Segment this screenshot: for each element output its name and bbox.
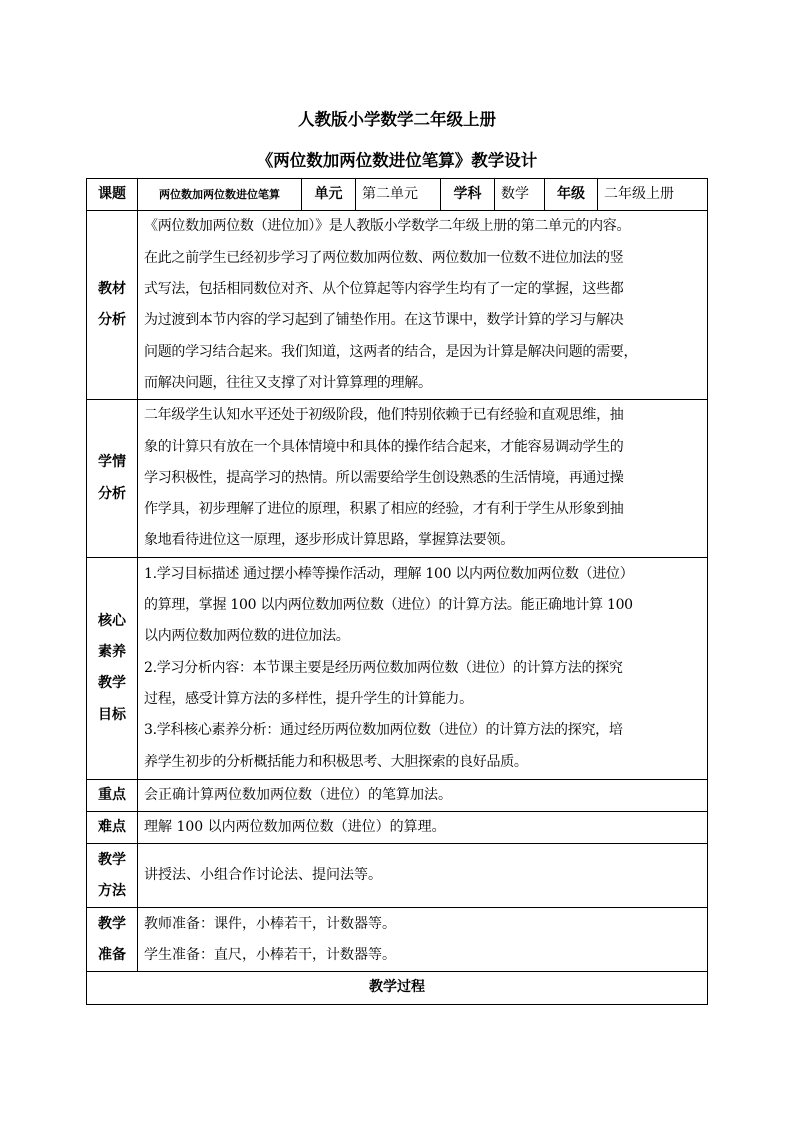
students-label-line: 学情 <box>98 454 126 471</box>
material-line: 问题的学习结合起来。我们知道，这两者的结合，是因为计算是解决问题的需要， <box>144 343 638 360</box>
goals-label <box>87 557 138 779</box>
preparation-label-line: 准备 <box>98 946 126 963</box>
subject-value: 数学 <box>495 179 545 211</box>
topic-value: 两位数加两位数进位笔算 <box>138 179 302 211</box>
students-line: 象的计算只有放在一个具体情境中和具体的操作结合起来，才能容易调动学生的 <box>144 438 624 455</box>
difficulty-row <box>87 812 708 844</box>
goals-label-line: 教学 <box>98 675 126 692</box>
process-header-row <box>87 972 708 1004</box>
material-line: 《两位数加两位数（进位加）》是人教版小学数学二年级上册的第二单元的内容。 <box>144 218 631 235</box>
material-content <box>138 211 708 400</box>
method-label <box>87 844 138 908</box>
process-header: 教学过程 <box>87 972 708 1004</box>
method-label-line: 教学 <box>98 851 126 868</box>
preparation-content <box>138 908 708 972</box>
material-label <box>87 211 138 400</box>
difficulty-text: 理解 100 以内两位数加两位数（进位）的算理。 <box>138 812 708 844</box>
lesson-plan-table <box>86 178 708 1005</box>
method-row <box>87 844 708 908</box>
material-line: 在此之前学生已经初步学习了两位数加两位数、两位数加一位数不进位加法的竖 <box>144 249 624 266</box>
key-point-label: 重点 <box>87 779 138 811</box>
preparation-row <box>87 908 708 972</box>
material-label-line: 教材 <box>98 281 126 297</box>
goals-line: 1.学习目标描述 通过摆小棒等操作活动，理解 100 以内两位数加两位数（进位） <box>144 565 634 582</box>
students-line: 作学具，初步理解了进位的原理，积累了相应的经验，才有利于学生从形象到抽 <box>144 501 624 518</box>
goals-line: 的算理，掌握 100 以内两位数加两位数（进位）的计算方法。能正确地计算 100 <box>144 597 633 614</box>
preparation-teacher: 教师准备：课件，小棒若干，计数器等。 <box>144 915 396 932</box>
preparation-student: 学生准备：直尺，小棒若干，计数器等。 <box>144 946 396 963</box>
document-subtitle: 《两位数加两位数进位笔算》教学设计 <box>256 151 538 170</box>
document-title: 人教版小学数学二年级上册 <box>298 110 496 129</box>
goals-label-line: 目标 <box>98 706 126 723</box>
students-label <box>87 400 138 557</box>
grade-label: 年级 <box>545 179 598 211</box>
goals-line: 过程，感受计算方法的多样性，提升学生的计算能力。 <box>144 690 473 707</box>
students-content <box>138 400 708 557</box>
info-row <box>87 179 708 211</box>
goals-line: 养学生初步的分析概括能力和积极思考、大胆探索的良好品质。 <box>144 753 528 770</box>
preparation-label <box>87 908 138 972</box>
material-label-line: 分析 <box>98 312 126 329</box>
key-point-row <box>87 779 708 811</box>
key-point-text: 会正确计算两位数加两位数（进位）的笔算加法。 <box>138 779 708 811</box>
goals-label-line: 核心 <box>98 612 126 629</box>
goals-line: 2.学习分析内容：本节课主要是经历两位数加两位数（进位）的计算方法的探究 <box>144 659 623 676</box>
material-line: 式写法，包括相同数位对齐、从个位算起等内容学生均有了一定的掌握，这些都 <box>144 281 624 297</box>
material-line: 而解决问题，往往又支撑了对计算算理的理解。 <box>144 374 432 391</box>
method-text: 讲授法、小组合作讨论法、提问法等。 <box>138 844 708 908</box>
subject-label: 学科 <box>441 179 495 211</box>
material-row <box>87 211 708 400</box>
goals-row <box>87 557 708 779</box>
goals-content <box>138 557 708 779</box>
unit-value: 第二单元 <box>356 179 441 211</box>
goals-line: 以内两位数加两位数的进位加法。 <box>144 628 350 645</box>
topic-label: 课题 <box>87 179 138 211</box>
grade-value: 二年级上册 <box>598 179 708 211</box>
goals-line: 3.学科核心素养分析：通过经历两位数加两位数（进位）的计算方法的探究，培 <box>144 722 623 739</box>
preparation-label-line: 教学 <box>98 915 126 932</box>
difficulty-label: 难点 <box>87 812 138 844</box>
unit-label: 单元 <box>302 179 356 211</box>
students-line: 象地看待进位这一原理，逐步形成计算思路，掌握算法要领。 <box>144 532 514 549</box>
students-line: 二年级学生认知水平还处于初级阶段，他们特别依赖于已有经验和直观思维，抽 <box>144 407 624 424</box>
material-line: 为过渡到本节内容的学习起到了铺垫作用。在这节课中，数学计算的学习与解决 <box>144 312 624 329</box>
students-row <box>87 400 708 557</box>
students-label-line: 分析 <box>98 485 126 502</box>
method-label-line: 方法 <box>98 882 126 899</box>
goals-label-line: 素养 <box>98 643 126 660</box>
students-line: 学习积极性，提高学习的热情。所以需要给学生创设熟悉的生活情境，再通过操 <box>144 469 624 486</box>
